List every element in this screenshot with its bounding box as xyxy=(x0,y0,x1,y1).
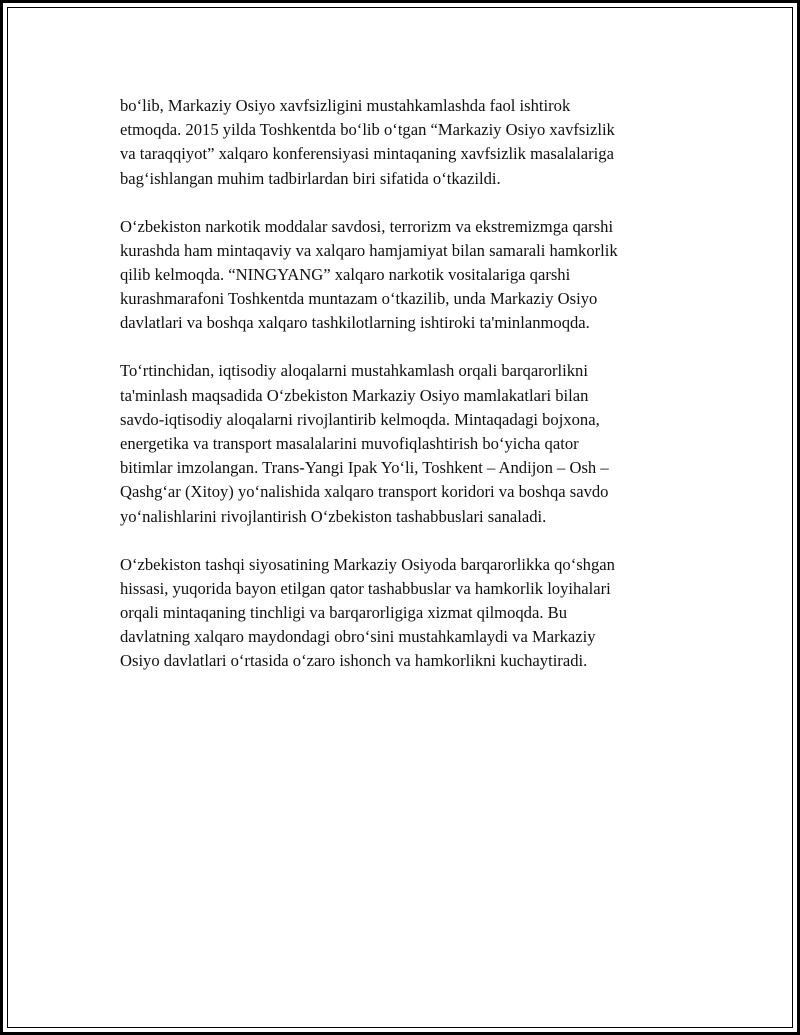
paragraph-3: To‘rtinchidan, iqtisodiy aloqalarni mustahkamlash orqali barqarorlikni ta'minlash maqsadida O‘zbekiston Markaziy Osiyo mamlakatlari bilan savdo-iqtisodiy aloqalarni rivojlantirib kelmoqda. Mintaqadagi bojxona, energetika va transport masalalarini muvofiqlashtirish bo‘yicha qator bitimlar imzolangan. Trans-Yangi Ipak Yo‘li, Toshkent – Andijon – Osh – Qashg‘ar (Xitoy) yo‘nalishida xalqaro transport koridori va boshqa savdo yo‘nalishlarini rivojlantirish O‘zbekiston tashabbuslari sanaladi. xyxy=(120,361,609,526)
paragraph-2: O‘zbekiston narkotik moddalar savdosi, terrorizm va ekstremizmga qarshi kurashda ham mintaqaviy va xalqaro hamjamiyat bilan samarali hamkorlik qilib kelmoqda. “NINGYANG” xalqaro narkotik vositalariga qarshi kurashmarafoni Toshkentda muntazam o‘tkazilib, unda Markaziy Osiyo davlatlari va boshqa xalqaro tashkilotlarning ishtiroki ta'minlanmoqda. xyxy=(120,216,618,333)
document-body xyxy=(120,94,690,697)
paragraph-1: bo‘lib, Markaziy Osiyo xavfsizligini mustahkamlashda faol ishtirok etmoqda. 2015 yilda Toshkentda bo‘lib o‘tgan “Markaziy Osiyo xavfsizlik va taraqqiyot” xalqaro konferensiyasi mintaqaning xavfsizlik masalalariga bag‘ishlangan muhim tadbirlardan biri sifatida o‘tkazildi. xyxy=(120,96,615,188)
paragraph-4: O‘zbekiston tashqi siyosatining Markaziy Osiyoda barqarorlikka qo‘shgan hissasi, yuqorida bayon etilgan qator tashabbuslar va hamkorlik loyihalari orqali mintaqaning tinchligi va barqarorligiga xizmat qilmoqda. Bu davlatning xalqaro maydondagi obro‘sini mustahkamlaydi va Markaziy Osiyo davlatlari o‘rtasida o‘zaro ishonch va hamkorlikni kuchaytiradi. xyxy=(120,554,615,671)
